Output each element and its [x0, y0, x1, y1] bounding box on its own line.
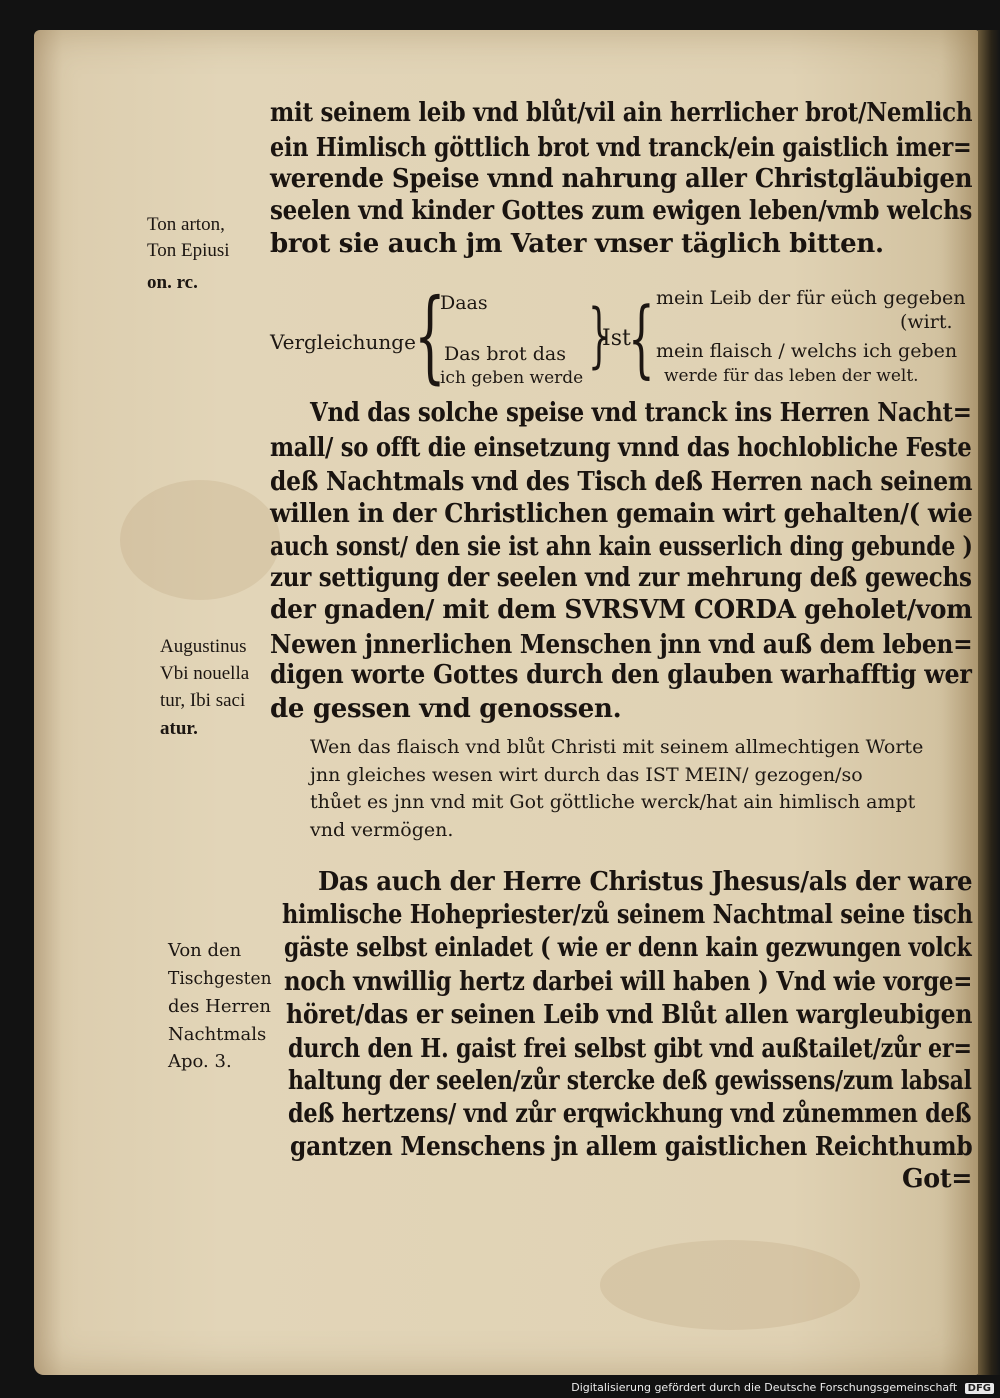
margin-note: Nachtmals	[168, 1024, 267, 1045]
margin-note: Ton Epiusi	[147, 240, 230, 261]
main-text-line: seelen vnd kinder Gottes zum ewigen leben/vmb welchs	[270, 196, 973, 226]
main-text-line: Das auch der Herre Christus Jhesus/als der ware	[318, 867, 973, 897]
main-text-line: haltung der seelen/zůr stercke deß gewissens/zum labsal	[288, 1066, 972, 1096]
comparison-right-3: mein flaisch / welchs ich geben	[656, 340, 958, 362]
main-text-line: gäste selbst einladet ( wie er denn kain gezwungen volck	[284, 933, 972, 963]
small-text-line: thůet es jnn vnd mit Got göttliche werck/hat ain himlisch ampt	[310, 791, 916, 813]
left-brace: {	[414, 277, 446, 394]
main-text-line: auch sonst/ den sie ist ahn kain eusserlich ding gebunde )	[270, 532, 973, 562]
comparison-right-1: mein Leib der für eüch gegeben	[656, 287, 966, 309]
comparison-left-top: Daas	[440, 292, 488, 314]
main-text-line: de gessen vnd genossen.	[270, 694, 622, 724]
footer-text: Digitalisierung gefördert durch die Deutsche Forschungsgemeinschaft	[571, 1381, 958, 1394]
main-text-line: zur settigung der seelen vnd zur mehrung deß gewechs	[270, 563, 972, 593]
book-spine	[978, 30, 1000, 1375]
margin-note: atur.	[160, 718, 198, 739]
comparison-right-4: werde für das leben der welt.	[664, 366, 919, 386]
margin-note: des Herren	[168, 996, 271, 1017]
main-text-line: Vnd das solche speise vnd tranck ins Herren Nacht=	[310, 398, 972, 428]
right-brace: {	[628, 289, 655, 387]
middle-brace: }	[588, 294, 611, 376]
main-text-line: gantzen Menschens jn allem gaistlichen Reichthumb	[290, 1132, 973, 1162]
margin-note: Von den	[168, 940, 242, 961]
comparison-left-bottom: ich geben werde	[440, 368, 584, 388]
comparison-middle: Ist	[602, 326, 631, 351]
small-text-line: jnn gleiches wesen wirt durch das IST MEIN/ gezogen/so	[310, 764, 863, 786]
margin-note: Vbi nouella	[160, 663, 250, 684]
paper-stain	[120, 480, 280, 600]
main-text-line: deß Nachtmals vnd des Tisch deß Herren nach seinem	[270, 467, 973, 497]
main-text-line: werende Speise vnnd nahrung aller Christgläubigen	[270, 164, 973, 194]
dfg-logo: DFG	[965, 1383, 994, 1394]
main-text-line: der gnaden/ mit dem SVRSVM CORDA geholet/vom	[270, 595, 973, 625]
main-text-line: digen worte Gottes durch den glauben warhafftig wer	[270, 660, 972, 690]
main-text-line: höret/das er seinen Leib vnd Blůt allen wargleubigen	[286, 1000, 973, 1030]
margin-note: Augustinus	[160, 636, 247, 657]
main-text-line: deß hertzens/ vnd zůr erqwickhung vnd zůnemmen deß	[288, 1099, 972, 1129]
small-text-line: Wen das flaisch vnd blůt Christi mit seinem allmechtigen Worte	[310, 736, 924, 758]
main-text-line: ein Himlisch göttlich brot vnd tranck/ein gaistlich imer=	[270, 133, 972, 163]
margin-note: Tischgesten	[168, 968, 272, 989]
main-text-line: willen in der Christlichen gemain wirt gehalten/( wie	[270, 499, 973, 529]
main-text-line: durch den H. gaist frei selbst gibt vnd außtailet/zůr er=	[288, 1034, 972, 1064]
comparison-right-2: (wirt.	[900, 311, 953, 333]
comparison-left-mid: Das brot das	[444, 343, 566, 365]
comparison-label: Vergleichunge	[270, 330, 416, 354]
small-text-line: vnd vermögen.	[310, 819, 454, 841]
main-text-line: himlische Hohepriester/zů seinem Nachtmal seine tisch	[282, 900, 973, 930]
paper-stain	[600, 1240, 860, 1330]
margin-note: Apo. 3.	[168, 1051, 232, 1072]
main-text-line: Newen jnnerlichen Menschen jnn vnd auß dem leben=	[270, 630, 973, 660]
catchword: Got=	[902, 1164, 973, 1194]
funding-footer	[571, 1381, 994, 1394]
main-text-line: brot sie auch jm Vater vnser täglich bitten.	[270, 229, 884, 259]
main-text-line: mit seinem leib vnd blůt/vil ain herrlicher brot/Nemlich	[270, 98, 973, 128]
main-text-line: noch vnwillig hertz darbei will haben ) Vnd wie vorge=	[284, 967, 973, 997]
margin-note: tur, Ibi saci	[160, 690, 246, 711]
margin-note: on. rc.	[147, 272, 198, 293]
main-text-line: mall/ so offt die einsetzung vnnd das hochlobliche Feste	[270, 433, 972, 463]
margin-note: Ton arton,	[147, 214, 225, 235]
